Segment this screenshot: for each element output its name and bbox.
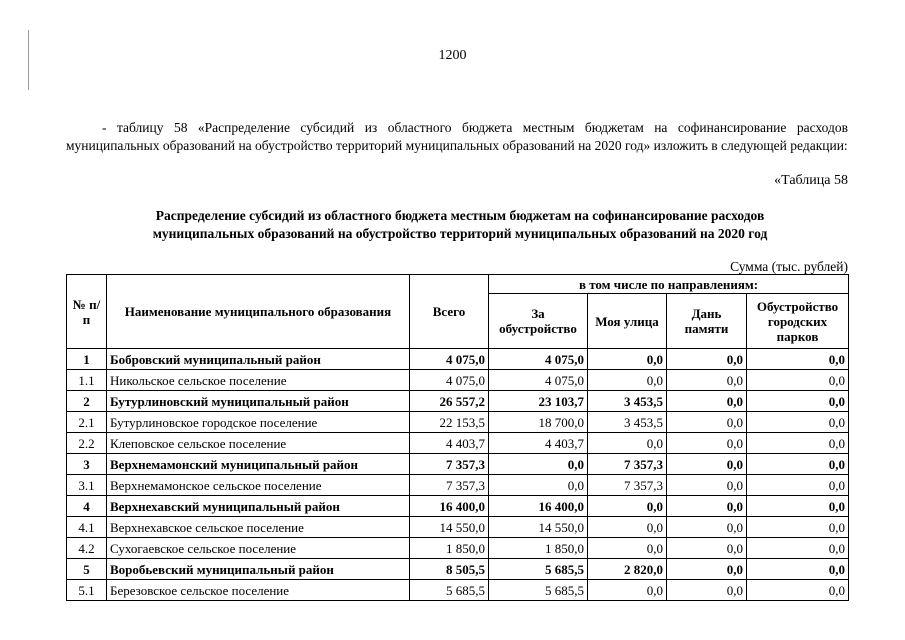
units-label: Сумма (тыс. рублей) bbox=[730, 259, 848, 274]
row-memory: 0,0 bbox=[667, 412, 747, 433]
header-num: № п/п bbox=[67, 275, 107, 349]
row-improvement: 1 850,0 bbox=[489, 538, 588, 559]
row-parks: 0,0 bbox=[747, 433, 849, 454]
row-parks: 0,0 bbox=[747, 370, 849, 391]
row-name: Бобровский муниципальный район bbox=[107, 349, 410, 370]
row-memory: 0,0 bbox=[667, 370, 747, 391]
row-parks: 0,0 bbox=[747, 538, 849, 559]
table-row bbox=[67, 559, 849, 580]
row-total: 16 400,0 bbox=[410, 496, 489, 517]
row-num: 3 bbox=[67, 454, 107, 475]
row-improvement: 0,0 bbox=[489, 454, 588, 475]
row-name: Верхнемамонское сельское поселение bbox=[107, 475, 410, 496]
header-parks: Обустройство городских парков bbox=[747, 294, 849, 349]
row-total: 4 075,0 bbox=[410, 349, 489, 370]
table-body bbox=[67, 349, 849, 601]
row-name: Сухогаевское сельское поселение bbox=[107, 538, 410, 559]
row-improvement: 16 400,0 bbox=[489, 496, 588, 517]
row-parks: 0,0 bbox=[747, 559, 849, 580]
row-num: 5.1 bbox=[67, 580, 107, 601]
row-street: 7 357,3 bbox=[588, 454, 667, 475]
row-name: Никольское сельское поселение bbox=[107, 370, 410, 391]
row-name: Березовское сельское поселение bbox=[107, 580, 410, 601]
row-num: 4.2 bbox=[67, 538, 107, 559]
row-street: 0,0 bbox=[588, 496, 667, 517]
row-street: 0,0 bbox=[588, 538, 667, 559]
row-parks: 0,0 bbox=[747, 412, 849, 433]
page-number: 1200 bbox=[438, 48, 467, 63]
row-num: 4 bbox=[67, 496, 107, 517]
row-improvement: 5 685,5 bbox=[489, 559, 588, 580]
header-row-1 bbox=[67, 275, 849, 294]
table-row bbox=[67, 391, 849, 412]
row-memory: 0,0 bbox=[667, 391, 747, 412]
row-parks: 0,0 bbox=[747, 475, 849, 496]
table-row bbox=[67, 370, 849, 391]
row-improvement: 18 700,0 bbox=[489, 412, 588, 433]
row-memory: 0,0 bbox=[667, 538, 747, 559]
header-name: Наименование муниципального образования bbox=[107, 275, 410, 349]
row-street: 0,0 bbox=[588, 370, 667, 391]
header-group: в том числе по направлениям: bbox=[489, 275, 849, 294]
row-total: 7 357,3 bbox=[410, 454, 489, 475]
row-memory: 0,0 bbox=[667, 475, 747, 496]
row-street: 7 357,3 bbox=[588, 475, 667, 496]
row-total: 5 685,5 bbox=[410, 580, 489, 601]
row-street: 3 453,5 bbox=[588, 391, 667, 412]
row-total: 4 403,7 bbox=[410, 433, 489, 454]
row-name: Верхнехавский муниципальный район bbox=[107, 496, 410, 517]
row-memory: 0,0 bbox=[667, 433, 747, 454]
table-row bbox=[67, 412, 849, 433]
row-total: 7 357,3 bbox=[410, 475, 489, 496]
row-name: Клеповское сельское поселение bbox=[107, 433, 410, 454]
row-num: 5 bbox=[67, 559, 107, 580]
row-street: 2 820,0 bbox=[588, 559, 667, 580]
row-memory: 0,0 bbox=[667, 349, 747, 370]
row-total: 4 075,0 bbox=[410, 370, 489, 391]
row-improvement: 5 685,5 bbox=[489, 580, 588, 601]
row-name: Воробьевский муниципальный район bbox=[107, 559, 410, 580]
row-total: 22 153,5 bbox=[410, 412, 489, 433]
table-row bbox=[67, 517, 849, 538]
row-name: Бутурлиновское городское поселение bbox=[107, 412, 410, 433]
subsidy-table bbox=[66, 274, 849, 601]
table-row bbox=[67, 433, 849, 454]
title-line-2: муниципальных образований на обустройство территорий муниципальных образований на 2020 год bbox=[152, 226, 768, 241]
row-total: 8 505,5 bbox=[410, 559, 489, 580]
title-line-1: Распределение субсидий из областного бюджета местным бюджетам на софинансирование расходов bbox=[155, 208, 765, 223]
table-row bbox=[67, 454, 849, 475]
row-improvement: 23 103,7 bbox=[489, 391, 588, 412]
row-parks: 0,0 bbox=[747, 349, 849, 370]
intro-paragraph bbox=[66, 119, 848, 155]
row-improvement: 4 075,0 bbox=[489, 349, 588, 370]
row-num: 1.1 bbox=[67, 370, 107, 391]
row-street: 0,0 bbox=[588, 580, 667, 601]
table-row bbox=[67, 496, 849, 517]
row-total: 26 557,2 bbox=[410, 391, 489, 412]
row-parks: 0,0 bbox=[747, 391, 849, 412]
row-num: 2.1 bbox=[67, 412, 107, 433]
row-name: Верхнехавское сельское поселение bbox=[107, 517, 410, 538]
intro-text: - таблицу 58 «Распределение субсидий из областного бюджета местным бюджетам на софинансирование расходов муниципальных образований на обустройство территорий муниципальных образований на 2020 год» изложить в следующей редакции: bbox=[66, 120, 848, 153]
row-improvement: 4 075,0 bbox=[489, 370, 588, 391]
row-parks: 0,0 bbox=[747, 454, 849, 475]
row-num: 3.1 bbox=[67, 475, 107, 496]
header-street: Моя улица bbox=[588, 294, 667, 349]
table-row bbox=[67, 349, 849, 370]
row-memory: 0,0 bbox=[667, 517, 747, 538]
row-memory: 0,0 bbox=[667, 559, 747, 580]
row-street: 0,0 bbox=[588, 517, 667, 538]
row-improvement: 14 550,0 bbox=[489, 517, 588, 538]
row-improvement: 0,0 bbox=[489, 475, 588, 496]
row-memory: 0,0 bbox=[667, 580, 747, 601]
row-street: 0,0 bbox=[588, 349, 667, 370]
row-parks: 0,0 bbox=[747, 517, 849, 538]
row-num: 1 bbox=[67, 349, 107, 370]
table-reference: «Таблица 58 bbox=[774, 173, 848, 188]
row-name: Бутурлиновский муниципальный район bbox=[107, 391, 410, 412]
row-total: 1 850,0 bbox=[410, 538, 489, 559]
header-total: Всего bbox=[410, 275, 489, 349]
row-street: 3 453,5 bbox=[588, 412, 667, 433]
table-title bbox=[60, 207, 860, 243]
table-row bbox=[67, 580, 849, 601]
row-memory: 0,0 bbox=[667, 454, 747, 475]
row-parks: 0,0 bbox=[747, 496, 849, 517]
row-parks: 0,0 bbox=[747, 580, 849, 601]
row-total: 14 550,0 bbox=[410, 517, 489, 538]
table-row bbox=[67, 475, 849, 496]
header-memory: Дань памяти bbox=[667, 294, 747, 349]
row-num: 2.2 bbox=[67, 433, 107, 454]
row-improvement: 4 403,7 bbox=[489, 433, 588, 454]
row-name: Верхнемамонский муниципальный район bbox=[107, 454, 410, 475]
header-improvement: За обустройство bbox=[489, 294, 588, 349]
row-num: 2 bbox=[67, 391, 107, 412]
row-num: 4.1 bbox=[67, 517, 107, 538]
row-memory: 0,0 bbox=[667, 496, 747, 517]
row-street: 0,0 bbox=[588, 433, 667, 454]
table-row bbox=[67, 538, 849, 559]
